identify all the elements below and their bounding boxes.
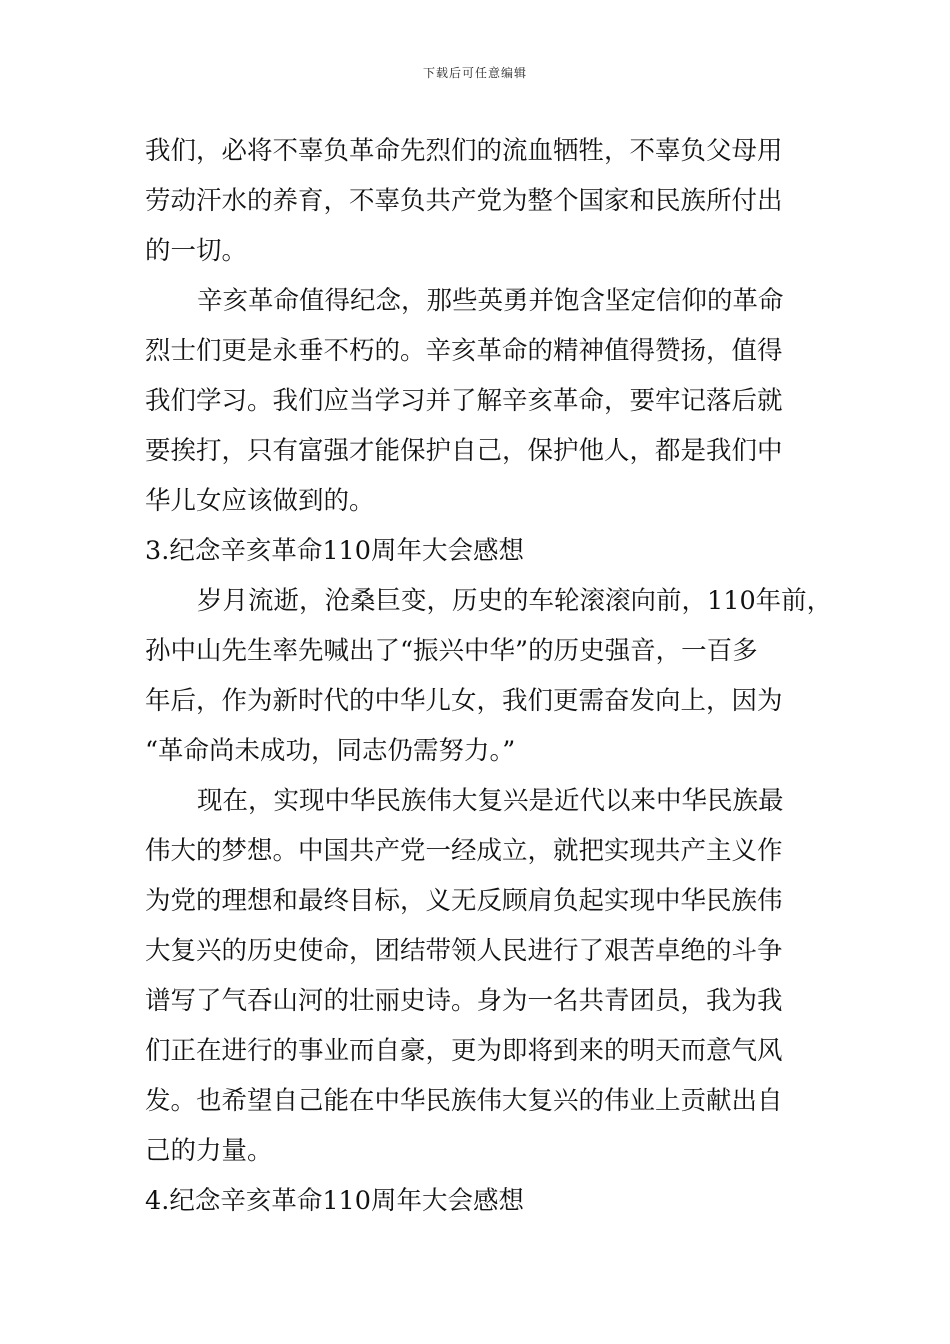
text-line: 年后，作为新时代的中华儿女，我们更需奋发向上，因为 xyxy=(145,686,783,716)
paragraph-first-line: 现在，实现中华民族伟大复兴是近代以来中华民族最 xyxy=(197,786,784,816)
paragraph-first-line: 辛亥革命值得纪念，那些英勇并饱含坚定信仰的革命 xyxy=(197,286,784,316)
text-line: 己的力量。 xyxy=(145,1136,273,1166)
text-line: 华儿女应该做到的。 xyxy=(145,486,375,516)
text-line: 烈士们更是永垂不朽的。辛亥革命的精神值得赞扬，值得 xyxy=(145,336,783,366)
section-heading: 3.纪念辛亥革命110周年大会感想 xyxy=(145,536,525,566)
text-line: 们正在进行的事业而自豪，更为即将到来的明天而意气风 xyxy=(145,1036,783,1066)
page-header-note: 下载后可任意编辑 xyxy=(422,66,527,80)
text-line: 要挨打，只有富强才能保护自己，保护他人，都是我们中 xyxy=(145,436,783,466)
text-line: 为党的理想和最终目标，义无反顾肩负起实现中华民族伟 xyxy=(145,886,783,916)
text-line: 发。也希望自己能在中华民族伟大复兴的伟业上贡献出自 xyxy=(145,1086,783,1116)
text-line: 劳动汗水的养育，不辜负共产党为整个国家和民族所付出 xyxy=(145,186,783,216)
section-heading: 4.纪念辛亥革命110周年大会感想 xyxy=(145,1186,525,1216)
text-line: 伟大的梦想。中国共产党一经成立，就把实现共产主义作 xyxy=(145,836,783,866)
paragraph-first-line: 岁月流逝，沧桑巨变，历史的车轮滚滚向前，110年前， xyxy=(197,586,833,616)
text-line: 我们学习。我们应当学习并了解辛亥革命，要牢记落后就 xyxy=(145,386,783,416)
text-line: 大复兴的历史使命，团结带领人民进行了艰苦卓绝的斗争 xyxy=(145,936,783,966)
document-body xyxy=(145,126,833,1226)
text-line: 谱写了气吞山河的壮丽史诗。身为一名共青团员，我为我 xyxy=(145,986,783,1016)
text-line: “革命尚未成功，同志仍需努力。” xyxy=(145,736,516,766)
text-line: 的一切。 xyxy=(145,236,248,266)
text-line: 孙中山先生率先喊出了“振兴中华”的历史强音，一百多 xyxy=(145,636,758,666)
text-line: 我们，必将不辜负革命先烈们的流血牺牲，不辜负父母用 xyxy=(145,136,783,166)
